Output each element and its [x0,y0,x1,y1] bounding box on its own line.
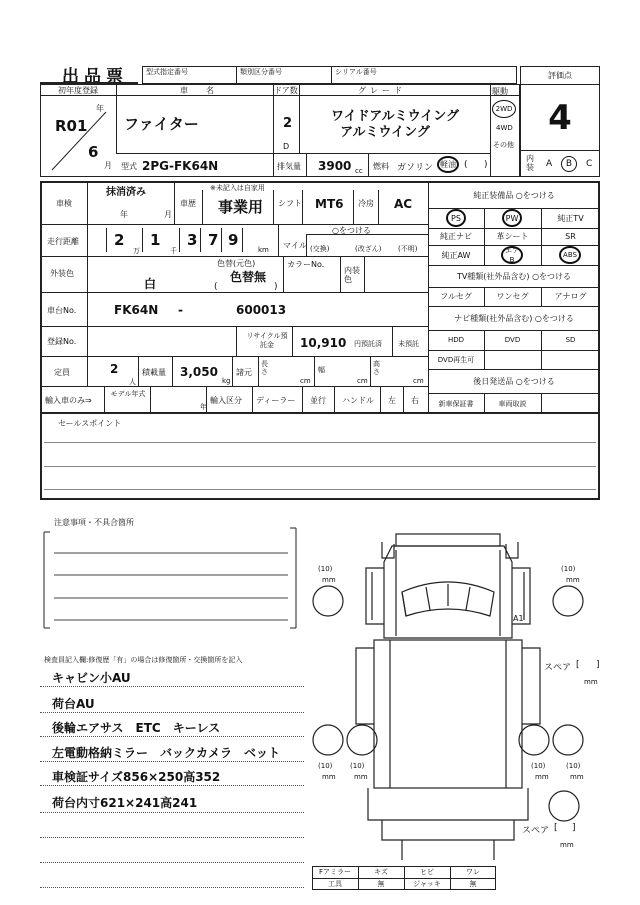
note-line-3: 後輪エアサス ETC キーレス [52,721,221,735]
tread-lr2: (10) [350,762,365,770]
capacity-unit: 人 [129,378,136,386]
sales-point-label: セールスポイント [58,419,122,428]
shift-label: シフト [278,199,302,208]
model-year-unit: 年 [200,403,207,411]
shaken-label: 車検 [56,199,72,208]
mileage-circle-hint: ○をつける [332,226,371,235]
spare-label-1: スペア [544,663,572,673]
footer-tools-label: 工具 [328,880,342,888]
first-reg-month: 6 [88,143,99,161]
after-manual: 車両取説 [498,399,527,408]
equip-pw: PW [502,209,522,227]
equip-abs: ABS [559,246,581,264]
rating-value: 4 [548,98,572,138]
recycle-paid: 円預託済 [354,340,382,348]
sales-point-box [40,414,600,500]
chassis-prefix: FK64N [114,303,159,317]
height-label: 高さ [373,360,380,376]
length-cm: cm [300,377,311,385]
equip-ps: PS [446,209,466,227]
drive-2wd: 2WD [492,100,516,118]
tv-fullseg: フルセグ [440,292,472,301]
spare-bracket-close-2: ] [572,823,576,833]
footer-h-mirror: Fアミラー [318,868,352,876]
note-line-4: 左電動格納ミラー バックカメラ ベット [52,746,281,760]
dims-label: 諸元 [236,368,252,377]
mileage-man: 万 [133,247,140,255]
spare-mm-1: mm [584,678,598,686]
first-reg-slash [44,98,114,174]
mileage-swap: (交換) [310,245,330,253]
fuel-paren-open: ( [464,160,468,170]
car-name-label: 車名 [180,86,232,95]
import-dealer: ディーラー [256,396,296,405]
fuel-paren-close: ) [484,160,488,170]
color-value: 白 [144,277,157,291]
fuel-diesel: 軽油 [437,156,459,173]
caution-label: 注意事項・不具合箇所 [54,518,134,527]
model-cert-label: 型式指定番号 [146,68,188,76]
tread-lr1: (10) [318,762,333,770]
reg-no-label: 登録No. [47,337,77,346]
spare-mm-2: mm [560,841,574,849]
chassis-number: 600013 [236,303,287,317]
truck-diagram [306,528,606,863]
import-parallel: 並行 [310,396,326,405]
drive-label: 駆動 [492,87,508,96]
tread-rr1: (10) [531,762,546,770]
mileage-digit-2: 1 [150,231,161,249]
shaken-year-unit: 年 [120,210,128,219]
capacity-value: 2 [110,362,119,376]
model-year-label: モデル年式 [110,390,146,398]
drive-4wd: 4WD [496,124,513,132]
length-label: 長さ [261,360,268,376]
model-type: 2PG-FK64N [142,159,219,173]
rating-label: 評価点 [548,70,572,80]
fuel-label: 燃料 [373,162,389,171]
usage-label: 車歴 [180,199,196,208]
chassis-label: 車台No. [47,306,77,315]
model-type-label: 型式 [121,162,137,171]
tread-lr1-mm: mm [322,773,336,781]
mile-label: マイル [283,241,307,250]
shift-value: MT6 [315,197,344,211]
capacity-label: 定員 [54,368,70,377]
color-no-label: カラーNo. [287,260,325,269]
mileage-km: km [258,246,269,254]
footer-h-scratch: キズ [374,868,388,876]
grade-line1: ワイドアルミウイング [330,109,460,124]
width-label: 幅 [318,366,325,374]
shaken-value: 抹消済み [106,187,146,198]
handle-left: 左 [388,396,396,405]
private-note: ※未記入は自家用 [210,184,265,192]
import-label: 輸入車のみ⇒ [45,396,92,405]
grade-line2: アルミウイング [340,125,430,140]
spare-bracket-close-1: ] [596,660,600,670]
first-reg-label: 初年度登録 [58,86,98,95]
tread-rr2-value: 10 [568,762,578,770]
spare-bracket-open-1: [ [576,660,580,670]
ac-label: 冷房 [358,199,374,208]
equip-tv: 純正TV [557,213,584,223]
tread-rf-mm: mm [566,576,580,584]
equip-sr: SR [565,232,576,241]
nav-dvd: DVD [504,336,521,344]
nav-dvd-play: DVD再生可 [437,355,475,364]
tread-lf: (10) [318,565,333,573]
tread-lf-value: 10 [320,565,330,573]
load-value: 3,050 [180,365,218,379]
usage-value: 事業用 [218,198,264,216]
fuel-gasoline: ガソリン [397,163,434,173]
color-label: 外装色 [50,269,74,278]
recycle-unpaid: 未預託 [398,340,419,348]
shaken-month-unit: 月 [164,210,172,219]
tread-rf-value: 10 [563,565,573,573]
mileage-label: 走行距離 [47,237,79,246]
inspector-label: 検査員記入欄:修復歴「有」の場合は修復箇所・交換箇所を記入 [44,656,243,664]
equip-aw: 純正AW [441,250,471,260]
footer-h-break: ワレ [466,868,480,876]
after-title: 後日発送品 ○をつける [473,376,555,386]
note-line-1: キャビン小AU [52,671,131,685]
import-class-label: 輸入区分 [210,396,242,405]
tread-lf-mm: mm [322,576,336,584]
caution-bracket [38,522,304,634]
nav-sd: SD [565,336,576,344]
tread-rr1-value: 10 [533,762,543,770]
footer-jack-value: 無 [469,880,477,888]
interior-color-label: 内装色 [344,266,360,284]
first-reg-year-unit: 年 [96,104,104,113]
tread-rf: (10) [561,565,576,573]
drive-other: その他 [493,141,514,149]
mileage-digit-3: 3 [187,231,198,249]
color-paren-close: ) [274,282,278,292]
footer-h-crack: ヒビ [420,868,434,876]
header-codes-box [142,66,517,84]
interior-b: B [561,156,577,172]
displacement-cc: cc [355,167,363,175]
tread-lr2-mm: mm [354,773,368,781]
equip-navi: 純正ナビ [440,232,472,241]
equip-leather: 革シート [496,232,529,241]
color-paren-open: ( [214,282,218,292]
tv-title: TV種類(社外品含む) ○をつける [456,271,572,281]
tv-oneseg: ワンセグ [496,292,529,301]
serial-label: シリアル番号 [335,68,377,76]
displacement: 3900 [318,159,352,173]
doors-value: 2 [283,116,293,131]
footer-jack-label: ジャッキ [413,880,441,888]
spare-bracket-open-2: [ [554,823,558,833]
after-warranty: 新車保証書 [438,399,474,408]
tread-lr2-value: 10 [352,762,362,770]
handle-label: ハンドル [342,396,374,405]
chassis-dash: - [178,303,183,317]
nav-hdd: HDD [447,336,465,344]
mileage-sen: 千 [170,247,177,255]
tread-rr2-mm: mm [570,773,584,781]
note-line-5: 車検証サイズ856×250高352 [52,770,221,784]
color-change-label: 色替(元色) [217,259,256,268]
tread-rr1-mm: mm [535,773,549,781]
load-label: 積載量 [142,368,166,377]
category-label: 類別区分番号 [240,68,282,76]
mileage-digit-5: 9 [228,231,239,249]
note-line-2: 荷台AU [52,697,95,711]
nav-title: ナビ種類(社外品含む) ○をつける [454,313,574,323]
width-cm: cm [357,377,368,385]
recycle-label: リサイクル預託金 [246,332,288,349]
load-kg: kg [222,377,231,385]
first-reg-month-unit: 月 [104,161,112,170]
displacement-label: 排気量 [277,162,301,171]
mileage-unknown: (不明) [398,245,418,253]
page-title: 出品票 [62,67,128,87]
mileage-digit-1: 2 [114,231,125,249]
first-reg-year: R01 [55,117,88,135]
interior-label: 内装 [526,154,534,172]
interior-c: C [586,159,593,169]
mileage-digit-4: 7 [208,231,219,249]
equipment-title: 純正装備品 ○をつける [473,190,555,200]
damage-mark-a1: A1 [513,614,524,623]
tv-analog: アナログ [554,292,587,301]
recycle-value: 10,910 [300,336,347,350]
footer-tools-value: 無 [377,880,385,888]
ac-value: AC [394,197,413,211]
mileage-tamper: (改ざん) [355,245,382,253]
grade-label: グレード [358,86,406,95]
tread-rr2: (10) [566,762,581,770]
height-cm: cm [413,377,424,385]
tread-lr1-value: 10 [320,762,330,770]
equip-airbag: エアB [501,246,523,264]
car-name: ファイター [124,115,199,133]
interior-a: A [546,159,553,169]
handle-right: 右 [411,396,419,405]
note-line-6: 荷台内寸621×241高241 [52,796,198,810]
color-change-value: 色替無 [230,270,267,284]
doors-label: ドア数 [274,86,298,95]
spare-label-2: スペア [522,826,550,836]
doors-suffix: D [283,142,290,151]
